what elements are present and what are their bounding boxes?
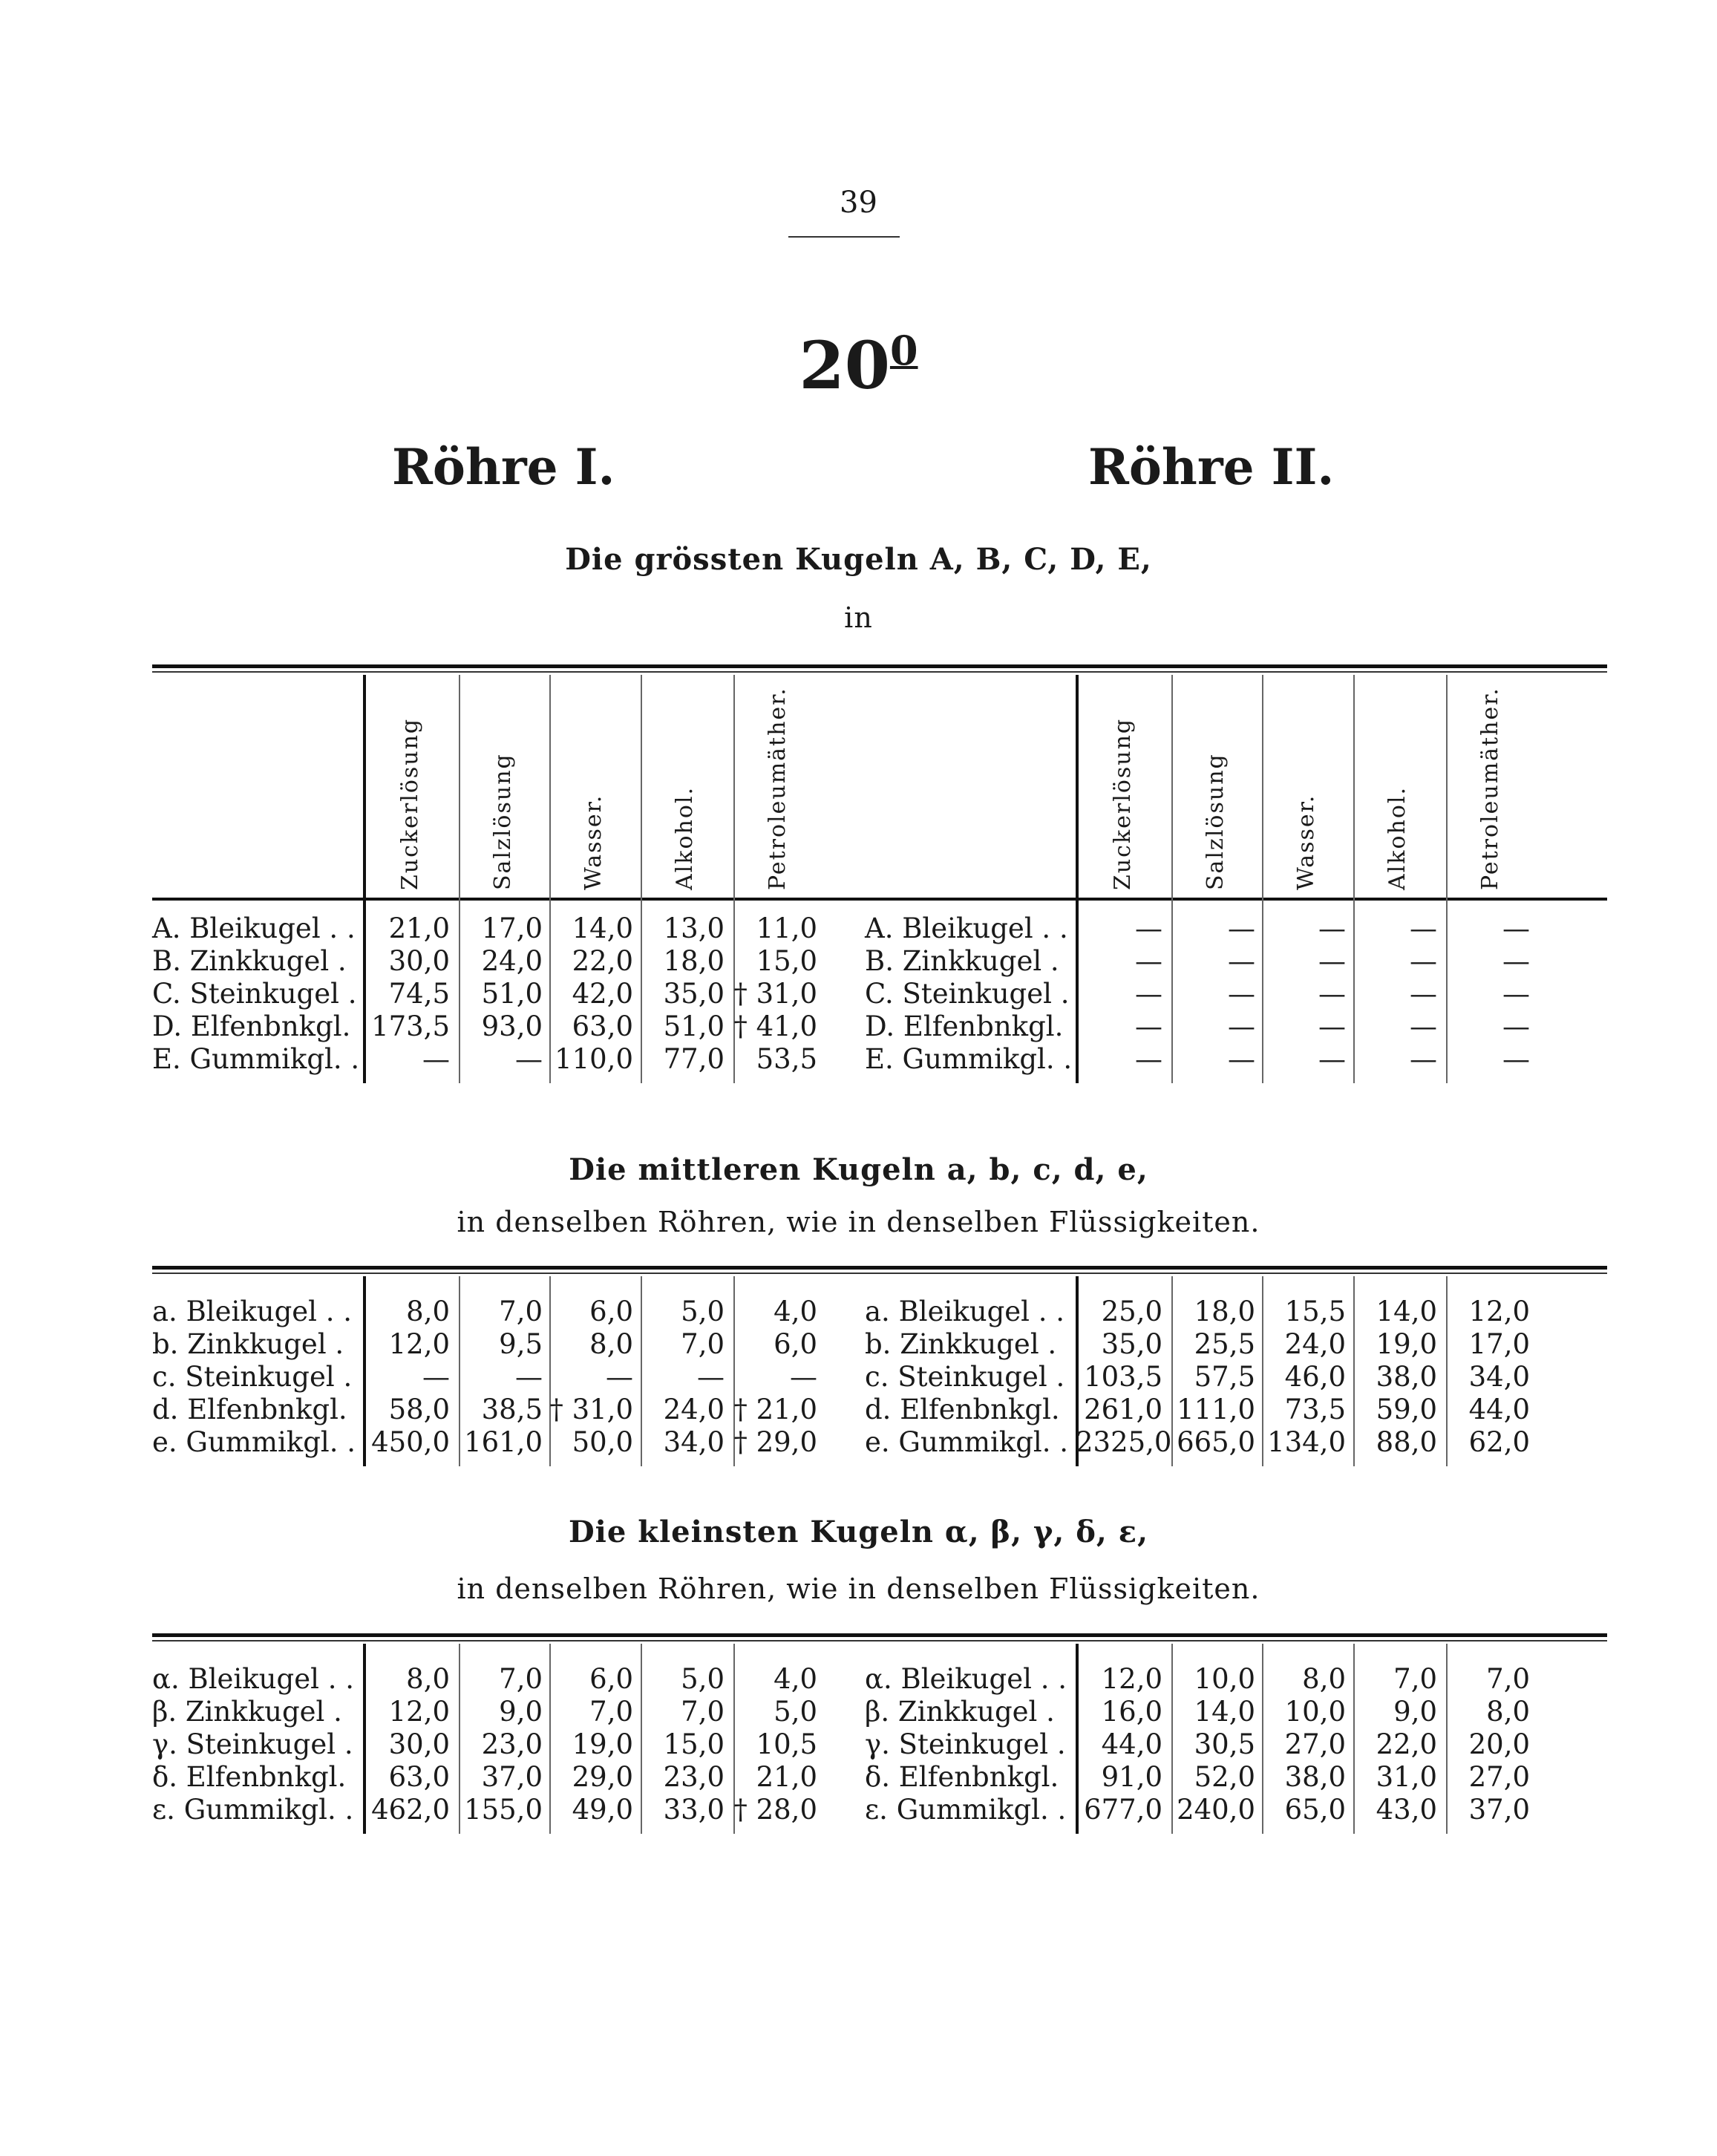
table-cell: 12,0 [1101, 1663, 1162, 1695]
caption-large-balls: Die grössten Kugeln A, B, C, D, E, [565, 542, 1152, 577]
table-cell: 42,0 [572, 978, 633, 1010]
row-label: b. Zinkkugel . [865, 1328, 1057, 1360]
table-cell: 4,0 [774, 1296, 817, 1327]
table-cell: 74,5 [388, 978, 450, 1010]
row-label: A. Bleikugel . . [865, 912, 1068, 944]
column-header: Zuckerlösung [397, 717, 423, 890]
column-header: Salzlösung [1203, 753, 1229, 890]
column-header: Alkohol. [672, 785, 698, 890]
row-label: ε. Gummikgl. . [152, 1794, 354, 1826]
table-cell: 450,0 [371, 1426, 450, 1458]
table-cell: — [1135, 978, 1162, 1010]
table-cell: 22,0 [572, 945, 633, 977]
table-cell: — [1318, 978, 1346, 1010]
table-cell: 111,0 [1177, 1394, 1255, 1425]
table-cell: 12,0 [1468, 1296, 1530, 1327]
table-cell: — [1228, 1010, 1255, 1042]
table-cell: — [1502, 1010, 1530, 1042]
table-cell: 19,0 [572, 1728, 633, 1760]
table-cell: 24,0 [1284, 1328, 1346, 1360]
table-cell: 16,0 [1101, 1696, 1162, 1728]
table-top-rule-thin [865, 1273, 1607, 1274]
table-cell: 7,0 [499, 1663, 543, 1695]
table-cell: 5,0 [681, 1663, 725, 1695]
table-cell: 110,0 [555, 1043, 633, 1075]
table-cell: — [515, 1043, 543, 1075]
table-cell: 462,0 [371, 1794, 450, 1826]
row-label: B. Zinkkugel . [152, 945, 347, 977]
table-cell: 33,0 [663, 1794, 725, 1826]
table-cell: — [1318, 912, 1346, 944]
table-cell: 9,5 [499, 1328, 543, 1360]
table-top-rule [152, 1633, 895, 1637]
column-header: Wasser. [580, 794, 606, 890]
row-label: e. Gummikgl. . [865, 1426, 1069, 1458]
table-cell: 8,0 [589, 1328, 633, 1360]
table-cell: 12,0 [388, 1328, 450, 1360]
table-cell: 38,0 [1284, 1761, 1346, 1793]
row-label: C. Steinkugel . [152, 978, 357, 1010]
table-cell: † 31,0 [549, 1394, 633, 1425]
table-cell: 261,0 [1084, 1394, 1162, 1425]
row-label: E. Gummikgl. . [152, 1043, 360, 1075]
table-cell: — [1135, 912, 1162, 944]
table-top-rule-thin [152, 1273, 895, 1274]
table-cell: — [1410, 1010, 1437, 1042]
table-cell: 7,0 [499, 1296, 543, 1327]
row-label: γ. Steinkugel . [152, 1728, 353, 1760]
table-cell: 10,5 [756, 1728, 817, 1760]
row-label: d. Elfenbnkgl. [152, 1394, 347, 1425]
table-cell: 9,0 [1393, 1696, 1437, 1728]
table-cell: — [1410, 1043, 1437, 1075]
table-top-rule-thin [152, 671, 895, 673]
row-label: α. Bleikugel . . [865, 1663, 1067, 1695]
table-cell: 77,0 [663, 1043, 725, 1075]
table-cell: 63,0 [572, 1010, 633, 1042]
page-number-rule [788, 236, 900, 238]
table-cell: 4,0 [774, 1663, 817, 1695]
table-cell: 38,5 [481, 1394, 543, 1425]
table-cell: 17,0 [1468, 1328, 1530, 1360]
caption-large-balls-sub: in [844, 601, 873, 634]
table-cell: 91,0 [1101, 1761, 1162, 1793]
caption-small-balls: Die kleinsten Kugeln α, β, γ, δ, ε, [568, 1515, 1148, 1549]
table-cell: 25,0 [1101, 1296, 1162, 1327]
table-cell: 10,0 [1284, 1696, 1346, 1728]
table-cell: 11,0 [756, 912, 817, 944]
table-cell: — [515, 1361, 543, 1393]
table-cell: 13,0 [663, 912, 725, 944]
table-cell: — [1502, 1043, 1530, 1075]
table-cell: — [790, 1361, 817, 1393]
table-cell: 173,5 [371, 1010, 450, 1042]
table-cell: 46,0 [1284, 1361, 1346, 1393]
table-cell: 31,0 [1376, 1761, 1437, 1793]
table-cell: 24,0 [481, 945, 543, 977]
table-cell: 58,0 [388, 1394, 450, 1425]
caption-medium-balls: Die mittleren Kugeln a, b, c, d, e, [569, 1152, 1148, 1187]
row-label: D. Elfenbnkgl. [865, 1010, 1064, 1042]
table-cell: 25,5 [1194, 1328, 1255, 1360]
table-top-rule [865, 664, 1607, 668]
table-cell: 7,0 [681, 1328, 725, 1360]
temperature-heading [0, 327, 1717, 404]
table-cell: 30,5 [1194, 1728, 1255, 1760]
table-cell: — [1135, 1043, 1162, 1075]
row-label: A. Bleikugel . . [152, 912, 356, 944]
table-cell: 14,0 [1376, 1296, 1437, 1327]
table-cell: 35,0 [663, 978, 725, 1010]
table-top-rule [152, 664, 895, 668]
table-cell: 37,0 [481, 1761, 543, 1793]
row-label: d. Elfenbnkgl. [865, 1394, 1060, 1425]
table-cell: † 29,0 [733, 1426, 817, 1458]
table-cell: — [1135, 1010, 1162, 1042]
table-cell: 6,0 [774, 1328, 817, 1360]
table-cell: 23,0 [481, 1728, 543, 1760]
table-cell: 18,0 [663, 945, 725, 977]
table-cell: — [1228, 912, 1255, 944]
row-label: D. Elfenbnkgl. [152, 1010, 351, 1042]
table-cell: 8,0 [1302, 1663, 1346, 1695]
table-cell: 8,0 [406, 1663, 450, 1695]
table-top-rule [865, 1266, 1607, 1270]
table-cell: 63,0 [388, 1761, 450, 1793]
table-cell: † 31,0 [733, 978, 817, 1010]
table-cell: — [1228, 978, 1255, 1010]
table-cell: 59,0 [1376, 1394, 1437, 1425]
table-cell: 2325,0 [1076, 1426, 1172, 1458]
row-label: C. Steinkugel . [865, 978, 1070, 1010]
table-cell: 44,0 [1468, 1394, 1530, 1425]
table-cell: 51,0 [481, 978, 543, 1010]
table-cell: 51,0 [663, 1010, 725, 1042]
table-cell: — [1410, 945, 1437, 977]
table-cell: 12,0 [388, 1696, 450, 1728]
table-cell: 21,0 [388, 912, 450, 944]
row-label: c. Steinkugel . [865, 1361, 1065, 1393]
table-cell: — [1410, 978, 1437, 1010]
table-cell: 155,0 [464, 1794, 543, 1826]
table-cell: 43,0 [1376, 1794, 1437, 1826]
table-cell: — [1410, 912, 1437, 944]
table-cell: 88,0 [1376, 1426, 1437, 1458]
row-label: E. Gummikgl. . [865, 1043, 1073, 1075]
table-header-rule [865, 898, 1607, 901]
table-cell: 103,5 [1084, 1361, 1162, 1393]
column-header: Wasser. [1293, 794, 1319, 890]
column-header: Petroleumäther. [1477, 687, 1503, 890]
table-cell: 7,0 [681, 1696, 725, 1728]
row-label: β. Zinkkugel . [865, 1696, 1055, 1728]
row-label: β. Zinkkugel . [152, 1696, 342, 1728]
table-cell: 15,0 [756, 945, 817, 977]
table-cell: 38,0 [1376, 1361, 1437, 1393]
table-cell: 19,0 [1376, 1328, 1437, 1360]
column-header: Alkohol. [1384, 785, 1410, 890]
table-cell: 34,0 [663, 1426, 725, 1458]
table-cell: 27,0 [1468, 1761, 1530, 1793]
table-top-rule [152, 1266, 895, 1270]
table-cell: — [1318, 945, 1346, 977]
row-label: c. Steinkugel . [152, 1361, 353, 1393]
temperature-ordinal: 0 [889, 327, 918, 374]
table-cell: † 28,0 [733, 1794, 817, 1826]
table-cell: — [1228, 945, 1255, 977]
table-cell: 240,0 [1177, 1794, 1255, 1826]
row-label: a. Bleikugel . . [865, 1296, 1065, 1327]
table-cell: 7,0 [1393, 1663, 1437, 1695]
table-cell: 5,0 [681, 1296, 725, 1327]
caption-medium-balls-sub: in denselben Röhren, wie in denselben Flüssigkeiten. [457, 1206, 1260, 1238]
table-top-rule-thin [865, 1640, 1607, 1642]
table-cell: 18,0 [1194, 1296, 1255, 1327]
table-cell: 50,0 [572, 1426, 633, 1458]
row-label: δ. Elfenbnkgl. [865, 1761, 1059, 1793]
table-cell: 37,0 [1468, 1794, 1530, 1826]
tube-heading-right: Röhre II. [1088, 438, 1335, 496]
table-cell: 8,0 [406, 1296, 450, 1327]
table-cell: — [422, 1361, 450, 1393]
table-cell: 21,0 [756, 1761, 817, 1793]
temperature-value: 20 [799, 327, 890, 404]
row-label: b. Zinkkugel . [152, 1328, 344, 1360]
table-top-rule-thin [152, 1640, 895, 1642]
row-label: e. Gummikgl. . [152, 1426, 356, 1458]
table-cell: 9,0 [499, 1696, 543, 1728]
table-cell: 27,0 [1284, 1728, 1346, 1760]
table-cell: — [422, 1043, 450, 1075]
table-cell: 44,0 [1101, 1728, 1162, 1760]
table-cell: 22,0 [1376, 1728, 1437, 1760]
table-cell: 6,0 [589, 1663, 633, 1695]
table-cell: — [1502, 912, 1530, 944]
row-label: γ. Steinkugel . [865, 1728, 1066, 1760]
table-cell: 14,0 [572, 912, 633, 944]
table-cell: 53,5 [756, 1043, 817, 1075]
table-top-rule-thin [865, 671, 1607, 673]
table-cell: 65,0 [1284, 1794, 1346, 1826]
row-label: α. Bleikugel . . [152, 1663, 354, 1695]
table-cell: 23,0 [663, 1761, 725, 1793]
table-cell: 7,0 [589, 1696, 633, 1728]
column-header: Petroleumäther. [765, 687, 791, 890]
table-cell: — [1502, 978, 1530, 1010]
table-cell: — [1318, 1010, 1346, 1042]
table-cell: 73,5 [1284, 1394, 1346, 1425]
table-cell: — [1502, 945, 1530, 977]
table-cell: † 41,0 [733, 1010, 817, 1042]
table-cell: 93,0 [481, 1010, 543, 1042]
column-header: Salzlösung [490, 753, 516, 890]
table-cell: 30,0 [388, 945, 450, 977]
column-header: Zuckerlösung [1110, 717, 1136, 890]
table-cell: — [697, 1361, 725, 1393]
table-header-rule [152, 898, 895, 901]
table-cell: 677,0 [1084, 1794, 1162, 1826]
table-cell: 57,5 [1194, 1361, 1255, 1393]
table-cell: — [1228, 1043, 1255, 1075]
table-cell: 30,0 [388, 1728, 450, 1760]
table-cell: 14,0 [1194, 1696, 1255, 1728]
table-cell: 6,0 [589, 1296, 633, 1327]
table-cell: 49,0 [572, 1794, 633, 1826]
table-cell: 29,0 [572, 1761, 633, 1793]
table-cell: 665,0 [1177, 1426, 1255, 1458]
table-cell: 15,0 [663, 1728, 725, 1760]
table-cell: 24,0 [663, 1394, 725, 1425]
table-cell: — [1135, 945, 1162, 977]
table-cell: 161,0 [464, 1426, 543, 1458]
table-cell: 134,0 [1267, 1426, 1346, 1458]
table-cell: 8,0 [1486, 1696, 1530, 1728]
caption-small-balls-sub: in denselben Röhren, wie in denselben Flüssigkeiten. [457, 1572, 1260, 1605]
table-cell: 35,0 [1101, 1328, 1162, 1360]
table-cell: 15,5 [1284, 1296, 1346, 1327]
row-label: δ. Elfenbnkgl. [152, 1761, 347, 1793]
table-cell: 20,0 [1468, 1728, 1530, 1760]
row-label: a. Bleikugel . . [152, 1296, 353, 1327]
page-number: 39 [840, 186, 877, 220]
tube-heading-left: Röhre I. [392, 438, 615, 496]
table-cell: — [606, 1361, 633, 1393]
table-top-rule [865, 1633, 1607, 1637]
row-label: B. Zinkkugel . [865, 945, 1059, 977]
table-cell: 10,0 [1194, 1663, 1255, 1695]
table-cell: — [1318, 1043, 1346, 1075]
table-cell: 62,0 [1468, 1426, 1530, 1458]
table-cell: 34,0 [1468, 1361, 1530, 1393]
table-cell: 52,0 [1194, 1761, 1255, 1793]
table-cell: † 21,0 [733, 1394, 817, 1425]
table-cell: 5,0 [774, 1696, 817, 1728]
row-label: ε. Gummikgl. . [865, 1794, 1067, 1826]
table-cell: 17,0 [481, 912, 543, 944]
table-cell: 7,0 [1486, 1663, 1530, 1695]
